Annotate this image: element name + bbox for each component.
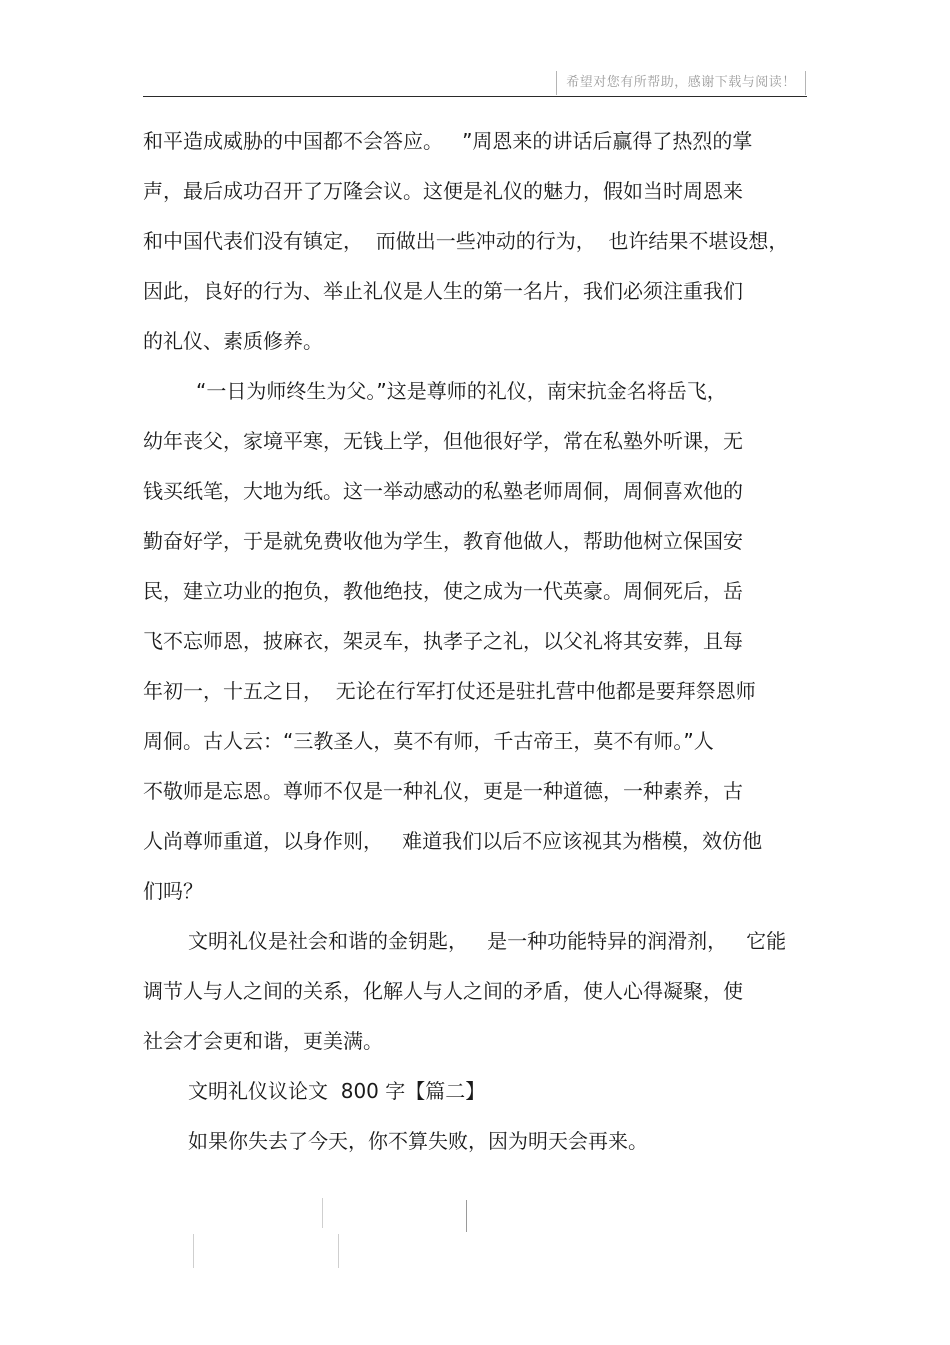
body-line: 的礼仪、素质修养。 [143, 329, 323, 353]
body-line: 和中国代表们没有镇定， 而做出一些冲动的行为， 也许结果不堪设想， [143, 229, 789, 253]
body-line: 调节人与人之间的关系，化解人与人之间的矛盾，使人心得凝聚，使 [143, 979, 743, 1003]
body-line: 钱买纸笔，大地为纸。这一举动感动的私塾老师周侗，周侗喜欢他的 [143, 479, 743, 503]
body-line: 们吗？ [143, 879, 203, 903]
section-heading: 文明礼仪议论文 800 字【篇二】 [188, 1079, 486, 1103]
scan-artifact-line [193, 1234, 194, 1268]
scan-artifact-line [338, 1234, 339, 1268]
body-line: 声，最后成功召开了万隆会议。这便是礼仪的魅力，假如当时周恩来 [143, 179, 743, 203]
body-line: 飞不忘师恩，披麻衣，架灵车，执孝子之礼，以父礼将其安葬，且每 [143, 629, 743, 653]
body-line: 因此，良好的行为、举止礼仪是人生的第一名片，我们必须注重我们 [143, 279, 743, 303]
scan-artifact-line [322, 1198, 323, 1228]
body-line: 人尚尊师重道，以身作则， 难道我们以后不应该视其为楷模，效仿他 [143, 829, 763, 853]
body-line: 不敬师是忘恩。尊师不仅是一种礼仪，更是一种道德，一种素养，古 [143, 779, 743, 803]
paragraph-start-line: 如果你失去了今天，你不算失败，因为明天会再来。 [188, 1129, 648, 1153]
body-line: 民，建立功业的抱负，教他绝技，使之成为一代英豪。周侗死后，岳 [143, 579, 743, 603]
header-divider [143, 96, 807, 97]
body-line: 和平造成威胁的中国都不会答应。 ”周恩来的讲话后赢得了热烈的掌 [143, 129, 753, 153]
body-line: 勤奋好学，于是就免费收他为学生，教育他做人，帮助他树立保国安 [143, 529, 743, 553]
body-line: 社会才会更和谐，更美满。 [143, 1029, 383, 1053]
body-line: 年初一，十五之日， 无论在行军打仗还是驻扎营中他都是要拜祭恩师 [143, 679, 756, 703]
paragraph-start-line: 文明礼仪是社会和谐的金钥匙， 是一种功能特异的润滑剂， 它能 [188, 929, 787, 953]
paragraph-start-line: “一日为师终生为父。”这是尊师的礼仪，南宋抗金名将岳飞， [196, 379, 727, 403]
scan-artifact-line [466, 1200, 467, 1232]
header-banner: 希望对您有所帮助，感谢下载与阅读！ [556, 71, 806, 95]
body-line: 周侗。古人云：“三教圣人，莫不有师，千古帝王，莫不有师。”人 [143, 729, 714, 753]
body-line: 幼年丧父，家境平寒，无钱上学，但他很好学，常在私塾外听课，无 [143, 429, 743, 453]
